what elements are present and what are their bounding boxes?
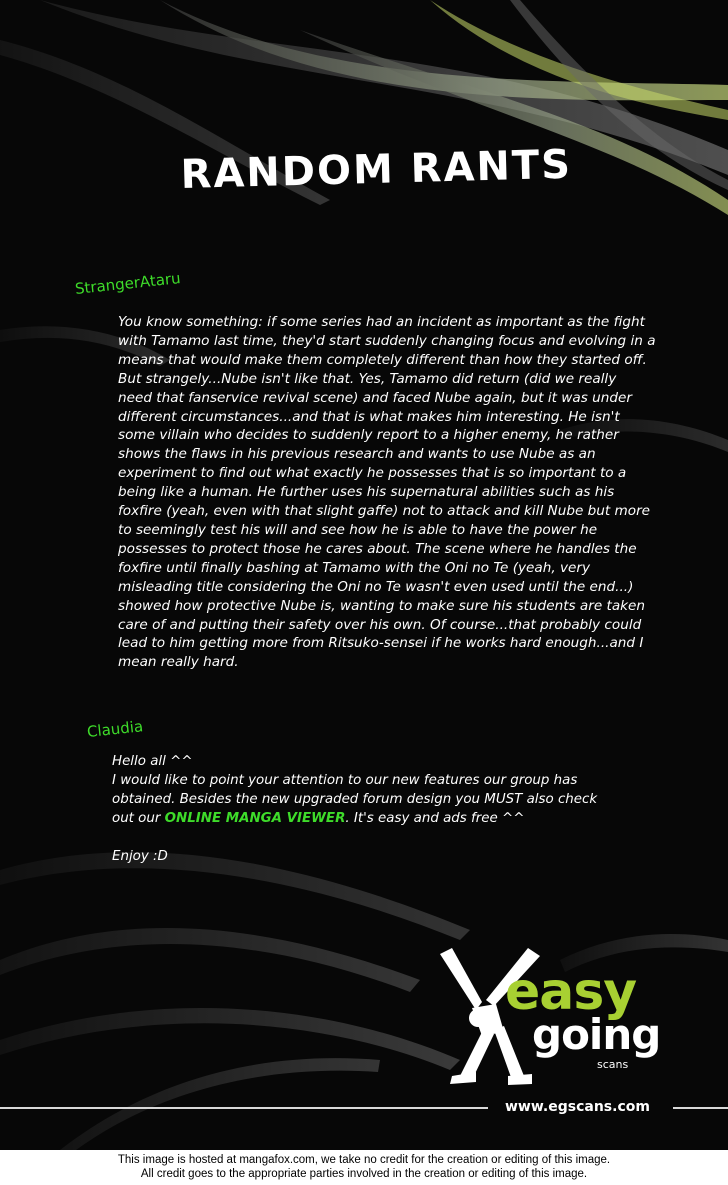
disclaimer-line: This image is hosted at mangafox.com, we take no credit for the creation or editing of this image. <box>117 1154 611 1166</box>
rant-line: lead to him getting more from Ritsuko-sensei if he works hard enough...and I <box>118 635 644 652</box>
spacer <box>112 828 552 847</box>
online-manga-viewer-highlight: ONLINE MANGA VIEWER <box>164 811 346 826</box>
rant-line: means that would make them completely different than how they started off. <box>118 351 647 368</box>
rant-line: I would like to point your attention to our new features our group has <box>112 773 578 788</box>
page-title: RANDOM RANTS <box>180 141 573 198</box>
author-name: Claudia <box>86 717 144 741</box>
hosting-disclaimer <box>0 1153 728 1181</box>
rant-line: being like a human. He further uses his supernatural abilities such as his <box>118 484 615 501</box>
rant-line: obtained. Besides the new upgraded forum design you MUST also check <box>112 792 598 807</box>
rant-line: different circumstances...and that is what makes him interesting. He isn't <box>118 408 620 425</box>
author-name: StrangerAtaru <box>74 269 182 298</box>
rant-line: showed how protective Nube is, wanting to make sure his students are taken <box>118 597 646 614</box>
disclaimer-line: All credit goes to the appropriate parties involved in the creation or editing of this image. <box>140 1168 588 1180</box>
rant-line <box>112 809 552 828</box>
divider-left <box>0 1107 488 1109</box>
rant-line: foxfire until finally bashing at Tamamo with the Oni no Te (yeah, very <box>118 559 591 576</box>
rant-line: some villain who decides to suddenly report to a higher enemy, he rather <box>118 427 619 444</box>
signoff-line: Enjoy :D <box>112 849 168 864</box>
rant-text: out our <box>112 811 165 826</box>
logo-word-easy: easy <box>505 962 637 1022</box>
rant-line: But strangely...Nube isn't like that. Yes, Tamamo did return (did we really <box>118 370 617 387</box>
rant-line: possesses to protect those he cares about. The scene where he handles the <box>118 540 637 557</box>
greeting-line: Hello all ^^ <box>112 754 193 769</box>
logo-word-scans: scans <box>597 1058 629 1071</box>
rant-line: to seemingly test his will and see how he is able to have the power he <box>118 521 598 538</box>
rant-line: You know something: if some series had an incident as important as the fight <box>118 314 645 330</box>
rant-line: care of and putting their safety over his own. Of course...that probably could <box>118 616 642 633</box>
rant-line: shows the flaws in his previous research and wants to use Nube as an <box>118 446 596 463</box>
rant-line: experiment to find out what exactly he possesses that is so important to a <box>118 465 627 482</box>
website-url: www.egscans.com <box>505 1099 650 1115</box>
rant-body <box>118 313 656 672</box>
rant-line: need that fanservice revival scene) and faced Nube again, but it was under <box>118 389 632 406</box>
rant-line: mean really hard. <box>118 654 239 671</box>
logo-word-going: going <box>532 1010 661 1059</box>
rant-body <box>112 752 598 866</box>
rant-line: with Tamamo last time, they'd start suddenly changing focus and evolving in a <box>118 332 656 349</box>
divider-right <box>673 1107 728 1109</box>
rant-line: misleading title considering the Oni no Te wasn't even used until the end...) <box>118 578 634 595</box>
rant-text: . It's easy and ads free ^^ <box>345 811 525 826</box>
rant-line: foxfire (yeah, even with that slight gaffe) not to attack and kill Nube but more <box>118 503 651 520</box>
